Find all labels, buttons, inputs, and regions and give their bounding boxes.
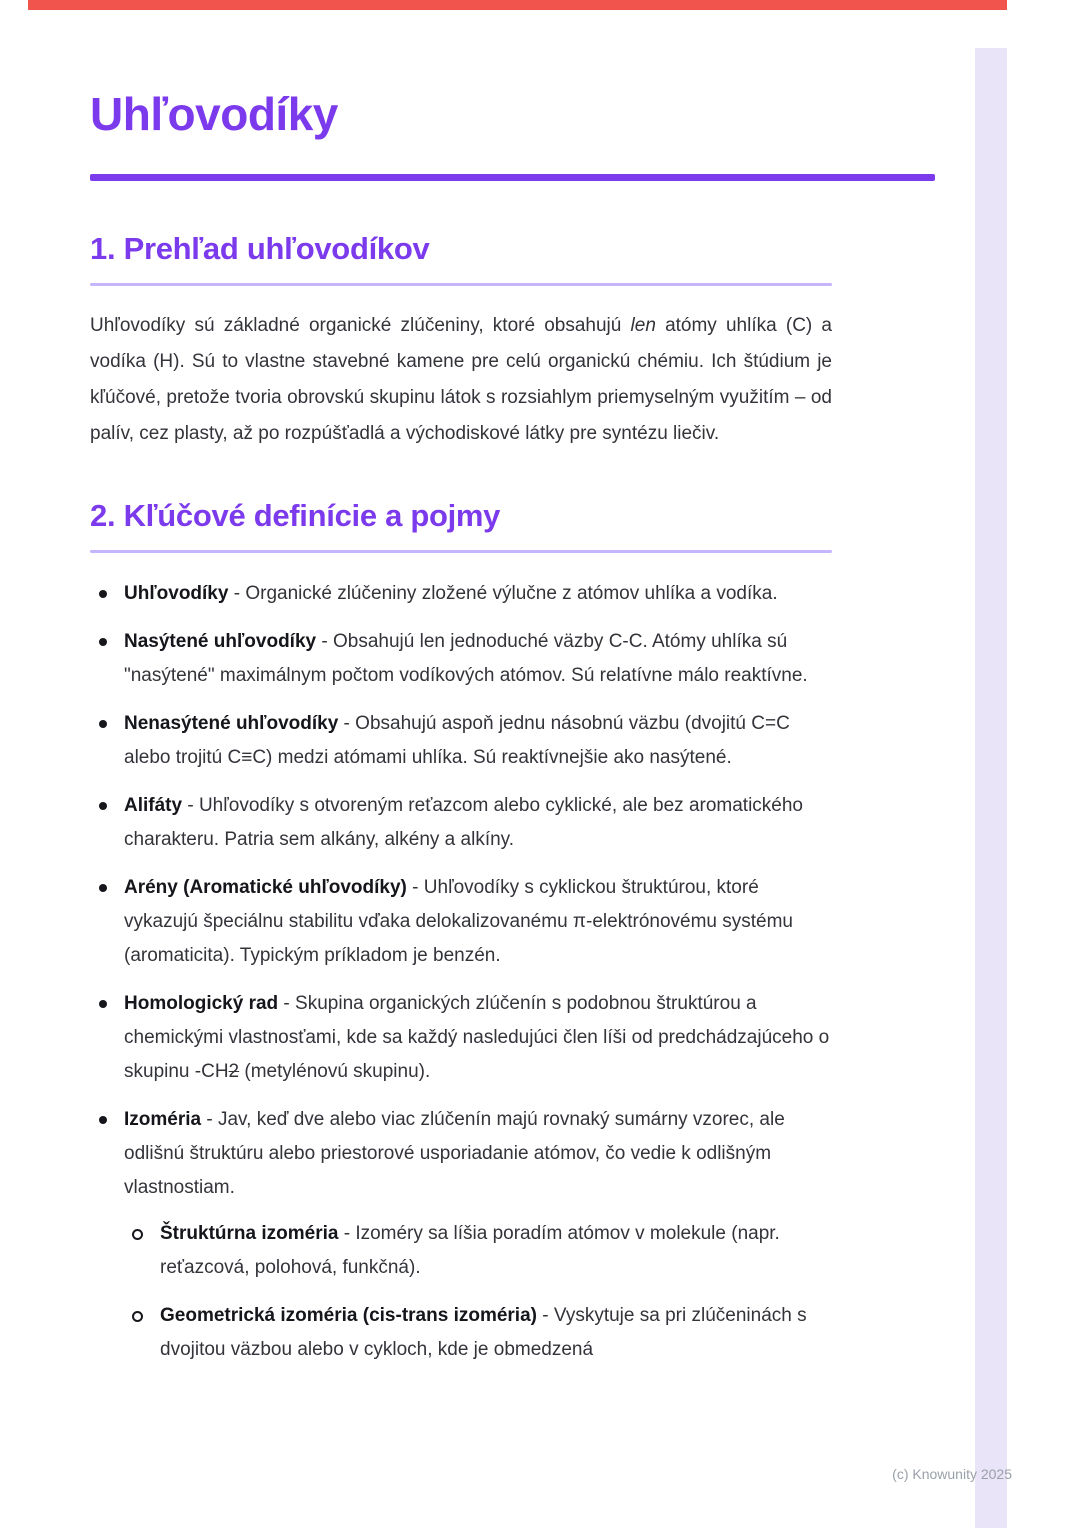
section-2-heading: 2. Kľúčové definície a pojmy [90, 498, 501, 533]
struck-subscript-2: 2 [228, 1061, 240, 1082]
bullet-item-areny [90, 871, 832, 973]
definition-term: Štruktúrna izoméria [160, 1223, 339, 1244]
definition-term: Arény (Aromatické uhľovodíky) [124, 877, 407, 898]
bullet-item-izomeria [90, 1103, 832, 1367]
italic-word: len [630, 315, 656, 336]
definition-text: - Jav, keď dve alebo viac zlúčenín majú rovnaký sumárny vzorec, ale odlišnú štruktúru alebo priestorové usporiadanie atómov, čo vedie k odlišným vlastnostiam. [124, 1109, 785, 1198]
bullet-item-nenasytene [90, 707, 832, 775]
section-2-rule [90, 550, 832, 553]
definition-term: Homologický rad [124, 993, 279, 1014]
section-1-paragraph [90, 308, 832, 452]
bullet-item-homologicky-rad [90, 987, 832, 1089]
definition-text: - Izoméry sa líšia poradím atómov v molekule (napr. reťazcová, polohová, funkčná). [160, 1223, 780, 1278]
bullet-item-nasytene [90, 625, 832, 693]
definition-term: Alifáty [124, 795, 183, 816]
definition-term: Nasýtené uhľovodíky [124, 631, 317, 652]
definition-text: - Skupina organických zlúčenín s podobnou štruktúrou a chemickými vlastnosťami, kde sa každý nasledujúci člen líši od predchádzajúceho o skupinu -CH [124, 993, 830, 1082]
definition-text: - Vyskytuje sa pri zlúčeninách s dvojitou väzbou alebo v cykloch, kde je obmedzená [160, 1305, 807, 1360]
content-area [90, 0, 832, 1381]
title-underline-rule [90, 174, 935, 181]
copyright-footer: (c) Knowunity 2025 [892, 1466, 1012, 1482]
definition-term: Izoméria [124, 1109, 202, 1130]
definition-text: - Organické zlúčeniny zložené výlučne z atómov uhlíka a vodíka. [228, 583, 778, 604]
sub-bullet-geometricka-izomeria [124, 1299, 832, 1367]
bullet-item-alifaty [90, 789, 832, 857]
izomeria-sublist [124, 1217, 832, 1367]
paragraph-text: atómy uhlíka (C) a vodíka (H). Sú to vlastne stavebné kamene pre celú organickú chémiu. Ich štúdium je kľúčové, pretože tvoria obrovskú skupinu látok s rozsiahlym priemyselným využitím – od palív, cez plasty, až po rozpúšťadlá a východiskové látky pre syntézu liečiv. [90, 315, 832, 444]
definition-term: Uhľovodíky [124, 583, 229, 604]
paragraph-text: Uhľovodíky sú základné organické zlúčeniny, ktoré obsahujú [90, 315, 631, 336]
definition-term: Geometrická izoméria (cis-trans izoméria) [160, 1305, 537, 1326]
definitions-list [90, 577, 832, 1367]
definition-text: - Uhľovodíky s cyklickou štruktúrou, ktoré vykazujú špeciálnu stabilitu vďaka delokalizovanému π-elektrónovému systému (aromaticita). Typickým príkladom je benzén. [124, 877, 793, 966]
definition-text: (metylénovú skupinu). [239, 1061, 431, 1082]
page-title: Uhľovodíky [90, 88, 338, 140]
right-margin-stripe [975, 48, 1007, 1528]
section-1-rule [90, 283, 832, 286]
section-1-heading: 1. Prehľad uhľovodíkov [90, 231, 430, 266]
bullet-item-uhlovodiky [90, 577, 832, 611]
sub-bullet-strukturna-izomeria [124, 1217, 832, 1285]
definition-text: - Uhľovodíky s otvoreným reťazcom alebo cyklické, ale bez aromatického charakteru. Patria sem alkány, alkény a alkíny. [124, 795, 804, 850]
definition-text: - Obsahujú aspoň jednu násobnú väzbu (dvojitú C=C alebo trojitú C≡C) medzi atómami uhlíka. Sú reaktívnejšie ako nasýtené. [124, 713, 790, 768]
definition-text: - Obsahujú len jednoduché väzby C-C. Atómy uhlíka sú "nasýtené" maximálnym počtom vodíkových atómov. Sú relatívne málo reaktívne. [124, 631, 808, 686]
definition-term: Nenasýtené uhľovodíky [124, 713, 339, 734]
